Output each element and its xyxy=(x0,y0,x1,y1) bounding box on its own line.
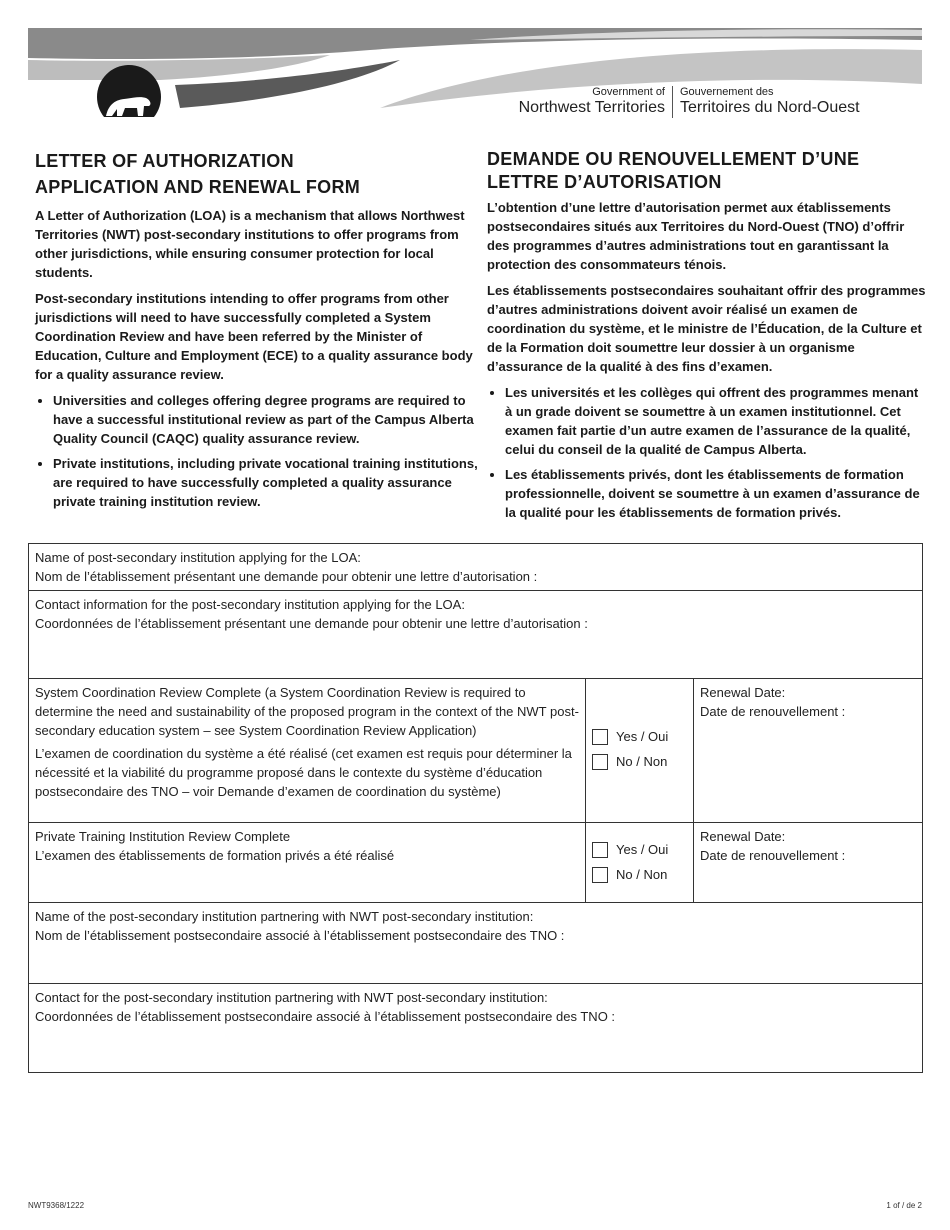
form-row-system-coordination-review xyxy=(29,679,923,823)
ptir-renewal-date-field[interactable] xyxy=(694,823,923,903)
partner-contact-field[interactable] xyxy=(29,984,923,1073)
english-para1: A Letter of Authorization (LOA) is a mechanism that allows Northwest Territories (NWT) post-secondary institutions to offer programs from other jurisdictions, while ensuring consumer protection for local students. xyxy=(35,208,465,280)
form-row-partner-name xyxy=(29,903,923,984)
gov-fr-line2: Territoires du Nord-Ouest xyxy=(680,99,860,116)
contact-info-label-en: Contact information for the post-secondary institution applying for the LOA: xyxy=(35,597,465,612)
english-title-line1: LETTER OF AUTHORIZATION xyxy=(35,151,294,171)
english-intro xyxy=(35,148,480,517)
french-intro xyxy=(487,148,927,528)
french-para2: Les établissements postsecondaires souhaitant offrir des programmes d’autres administrations doivent avoir réalisé un examen de coordination du système, et le ministre de l’Éducation, de la Culture et de la Formation doit soumettre leur dossier à un organisme d’assurance de la qualité à des fins d’examen. xyxy=(487,283,926,374)
scr-no-option[interactable] xyxy=(592,752,687,771)
english-bullet: • Private institutions, including private vocational training institutions, are required to have successfully completed a quality assurance private training institution review. xyxy=(53,454,480,511)
french-para1: L’obtention d’une lettre d’autorisation permet aux établissements postsecondaires situés aux Territoires du Nord-Ouest (TNO) d’offrir des programmes d’autres administrations tout en garantissant la protection des consommateurs ténois. xyxy=(487,200,905,272)
header-separator xyxy=(672,86,673,118)
french-bullet: • Les établissements privés, dont les établissements de formation professionnelle, doivent se soumettre à un examen d’assurance de la qualité pour les établissements de formation privés. xyxy=(505,465,927,522)
gov-en-line1: Government of xyxy=(592,86,665,98)
form-row-institution-name xyxy=(29,544,923,591)
french-title-line1: DEMANDE OU RENOUVELLEMENT D’UNE xyxy=(487,149,860,169)
english-title-line2: APPLICATION AND RENEWAL FORM xyxy=(35,177,361,197)
scr-label-en: System Coordination Review Complete (a System Coordination Review is required to determine the need and sustainability of the proposed program in the context of the NWT post-secondary education system – see System Coordination Review Application) xyxy=(35,685,579,738)
ptir-description xyxy=(29,823,586,903)
form-row-contact-info xyxy=(29,591,923,679)
english-para2: Post-secondary institutions intending to offer programs from other jurisdictions will need to have successfully completed a System Coordination Review and have been referred by the Minister of Education, Culture and Employment (ECE) to a quality assurance body for a quality assurance review. xyxy=(35,291,473,382)
french-bullets xyxy=(487,383,927,522)
scr-label-fr: L’examen de coordination du système a été réalisé (cet examen est requis pour déterminer la nécessité et la viabilité du programme proposé dans le contexte du système d’éducation postsecondaire des TNO – voir Demande d’examen de coordination du système) xyxy=(35,746,572,799)
english-bullet: • Universities and colleges offering degree programs are required to have a successful institutional review as part of the Campus Alberta Quality Council (CAQC) quality assurance review. xyxy=(53,391,480,448)
partner-name-field[interactable] xyxy=(29,903,923,984)
scr-yes-option[interactable] xyxy=(592,727,687,746)
form-row-partner-contact xyxy=(29,984,923,1073)
institution-name-label-en: Name of post-secondary institution applying for the LOA: xyxy=(35,550,361,565)
institution-name-label-fr: Nom de l’établissement présentant une demande pour obtenir une lettre d’autorisation : xyxy=(35,569,538,584)
scr-renewal-label-en: Renewal Date: xyxy=(700,685,786,700)
english-title xyxy=(35,148,480,200)
scr-yes-checkbox[interactable] xyxy=(592,729,608,745)
scr-no-label: No / Non xyxy=(616,754,668,769)
form-code: NWT9368/1222 xyxy=(28,1201,85,1210)
scr-no-checkbox[interactable] xyxy=(592,754,608,770)
ptir-no-label: No / Non xyxy=(616,867,668,882)
partner-contact-label-en: Contact for the post-secondary institution partnering with NWT post-secondary institution: xyxy=(35,990,548,1005)
partner-contact-label-fr: Coordonnées de l’établissement postsecondaire associé à l’établissement postsecondaire des TNO : xyxy=(35,1009,616,1024)
page-number: 1 of / de 2 xyxy=(886,1201,922,1210)
gov-en-line2: Northwest Territories xyxy=(518,99,665,116)
english-bullets xyxy=(35,391,480,511)
scr-renewal-label-fr: Date de renouvellement : xyxy=(700,704,846,719)
partner-name-label-fr: Nom de l’établissement postsecondaire associé à l’établissement postsecondaire des TNO : xyxy=(35,928,565,943)
scr-description xyxy=(29,679,586,823)
ptir-label-fr: L’examen des établissements de formation privés a été réalisé xyxy=(35,848,395,863)
ptir-yes-checkbox[interactable] xyxy=(592,842,608,858)
contact-info-label-fr: Coordonnées de l’établissement présentant une demande pour obtenir une lettre d’autorisation : xyxy=(35,616,588,631)
ptir-label-en: Private Training Institution Review Complete xyxy=(35,829,291,844)
application-form-table xyxy=(28,543,923,1073)
institution-name-field[interactable] xyxy=(29,544,923,591)
ptir-renewal-label-en: Renewal Date: xyxy=(700,829,786,844)
contact-info-field[interactable] xyxy=(29,591,923,679)
french-title xyxy=(487,148,927,194)
scr-yes-label: Yes / Oui xyxy=(616,729,669,744)
ptir-renewal-label-fr: Date de renouvellement : xyxy=(700,848,846,863)
gov-fr-line1: Gouvernement des xyxy=(680,86,774,98)
scr-checkboxes xyxy=(586,679,694,823)
ptir-yes-option[interactable] xyxy=(592,840,687,859)
ptir-no-checkbox[interactable] xyxy=(592,867,608,883)
form-row-private-training-review xyxy=(29,823,923,903)
ptir-no-option[interactable] xyxy=(592,865,687,884)
french-title-line2: LETTRE D’AUTORISATION xyxy=(487,172,722,192)
ptir-checkboxes xyxy=(586,823,694,903)
nwt-polar-bear-logo xyxy=(97,65,161,129)
ptir-yes-label: Yes / Oui xyxy=(616,842,669,857)
french-bullet: • Les universités et les collèges qui offrent des programmes menant à un grade doivent se soumettre à un examen institutionnel. Cet examen fait partie d’un autre examen de l’assurance de la qualité, celui du conseil de la qualité de Campus Alberta. xyxy=(505,383,927,459)
partner-name-label-en: Name of the post-secondary institution partnering with NWT post-secondary institution: xyxy=(35,909,534,924)
scr-renewal-date-field[interactable] xyxy=(694,679,923,823)
